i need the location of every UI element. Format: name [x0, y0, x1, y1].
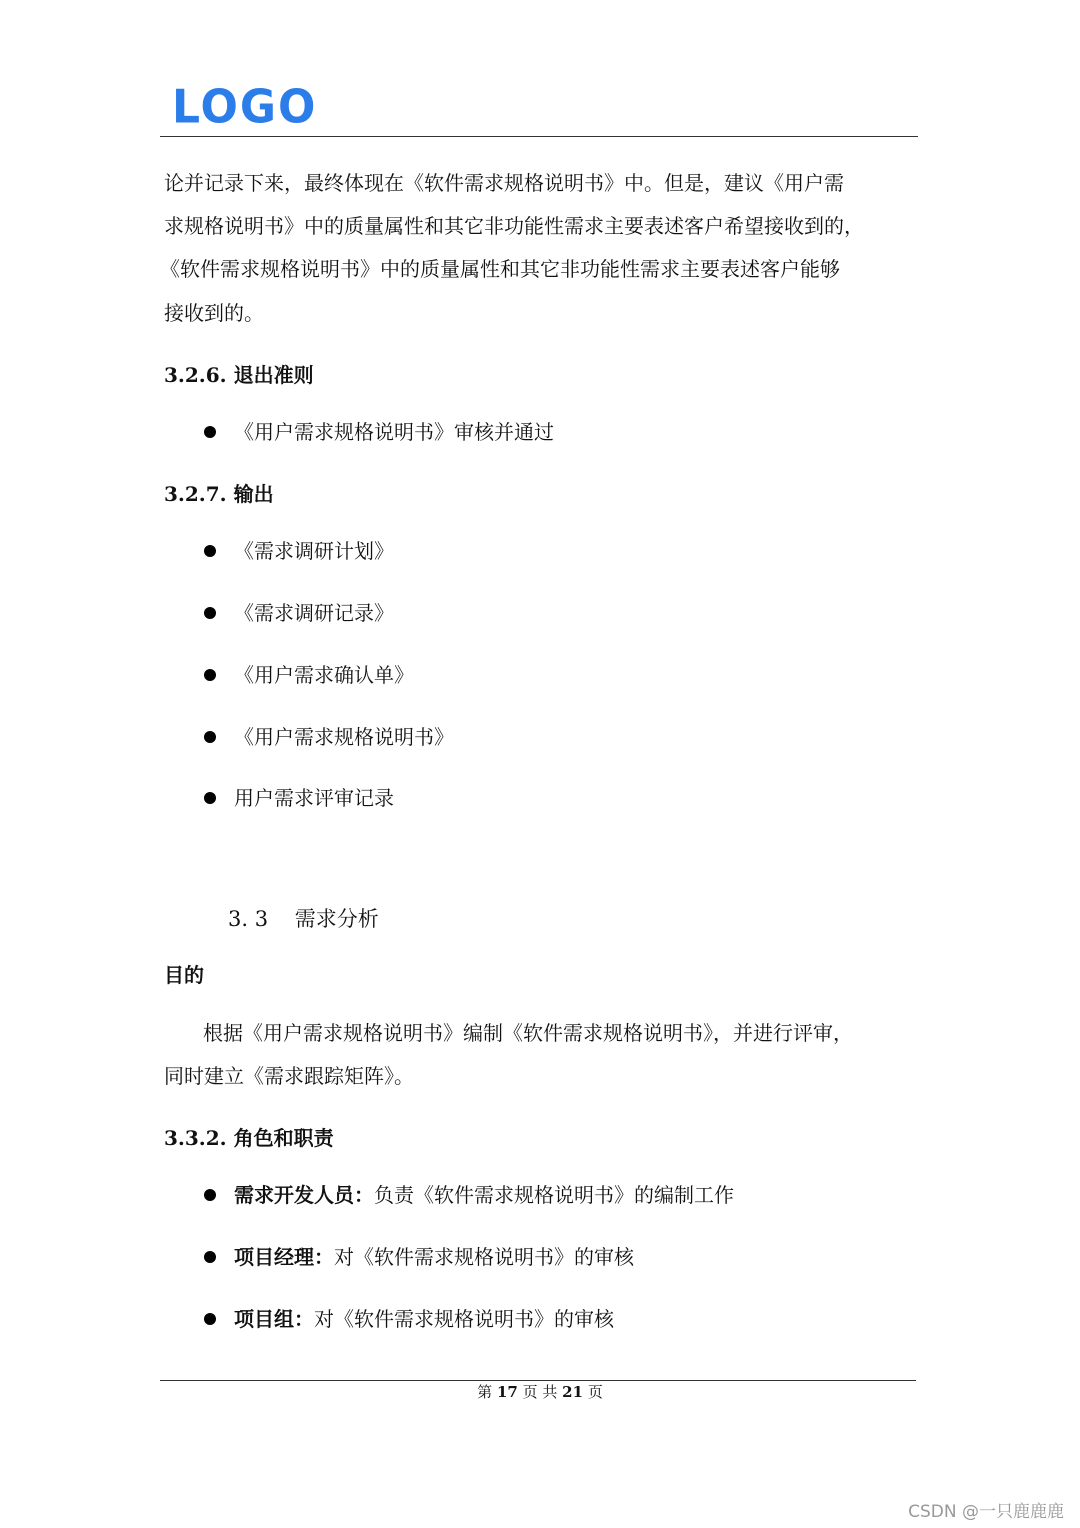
list-item	[204, 419, 554, 445]
list-item	[204, 1244, 634, 1270]
list-item	[204, 600, 394, 626]
heading-3-3: 3. 3 需求分析	[228, 907, 379, 931]
list-item	[204, 662, 414, 688]
footer-text: 页 共	[522, 1383, 558, 1401]
paragraph-line: 求规格说明书》中的质量属性和其它非功能性需求主要表述客户希望接收到的，	[164, 214, 864, 238]
role-label: 项目组：	[234, 1307, 314, 1331]
list-item	[204, 724, 454, 750]
bullet-icon	[204, 792, 216, 804]
footer-text: 第	[477, 1383, 493, 1401]
heading-3-2-6: 3.2.6. 退出准则	[164, 363, 314, 387]
role-label: 项目经理：	[234, 1245, 334, 1269]
list-item-text: 《用户需求规格说明书》	[234, 725, 454, 749]
logo: LOGO	[172, 80, 318, 135]
bullet-icon	[204, 1189, 216, 1201]
paragraph-line: 同时建立《需求跟踪矩阵》。	[164, 1064, 414, 1088]
list-item-text: 《用户需求规格说明书》审核并通过	[234, 420, 554, 444]
bullet-icon	[204, 731, 216, 743]
watermark: CSDN @一只鹿鹿鹿	[908, 1502, 1064, 1522]
header-rule	[160, 136, 918, 137]
bullet-icon	[204, 545, 216, 557]
list-item-text: 《需求调研记录》	[234, 601, 394, 625]
role-label: 需求开发人员：	[234, 1183, 374, 1207]
heading-purpose: 目的	[164, 963, 204, 987]
bullet-icon	[204, 1313, 216, 1325]
role-description: 负责《软件需求规格说明书》的编制工作	[374, 1183, 734, 1207]
paragraph-line: 论并记录下来，最终体现在《软件需求规格说明书》中。但是，建议《用户需	[164, 171, 844, 195]
list-item	[204, 1306, 614, 1332]
paragraph-line: 根据《用户需求规格说明书》编制《软件需求规格说明书》，并进行评审，	[203, 1021, 853, 1045]
bullet-icon	[204, 426, 216, 438]
list-item	[204, 538, 394, 564]
paragraph-line: 接收到的。	[164, 301, 264, 325]
list-item-text: 《用户需求确认单》	[234, 663, 414, 687]
list-item	[204, 1182, 734, 1208]
list-item-text: 用户需求评审记录	[234, 786, 394, 810]
paragraph-line: 《软件需求规格说明书》中的质量属性和其它非功能性需求主要表述客户能够	[160, 257, 840, 281]
bullet-icon	[204, 1251, 216, 1263]
role-description: 对《软件需求规格说明书》的审核	[314, 1307, 614, 1331]
role-description: 对《软件需求规格说明书》的审核	[334, 1245, 634, 1269]
heading-3-2-7: 3.2.7. 输出	[164, 482, 274, 506]
footer-text: 页	[587, 1383, 603, 1401]
heading-3-3-2: 3.3.2. 角色和职责	[164, 1126, 334, 1150]
list-item-text: 《需求调研计划》	[234, 539, 394, 563]
page-footer	[0, 1381, 1080, 1402]
bullet-icon	[204, 669, 216, 681]
bullet-icon	[204, 607, 216, 619]
list-item	[204, 785, 394, 811]
page-total: 21	[562, 1383, 584, 1401]
page-number: 17	[496, 1383, 518, 1401]
